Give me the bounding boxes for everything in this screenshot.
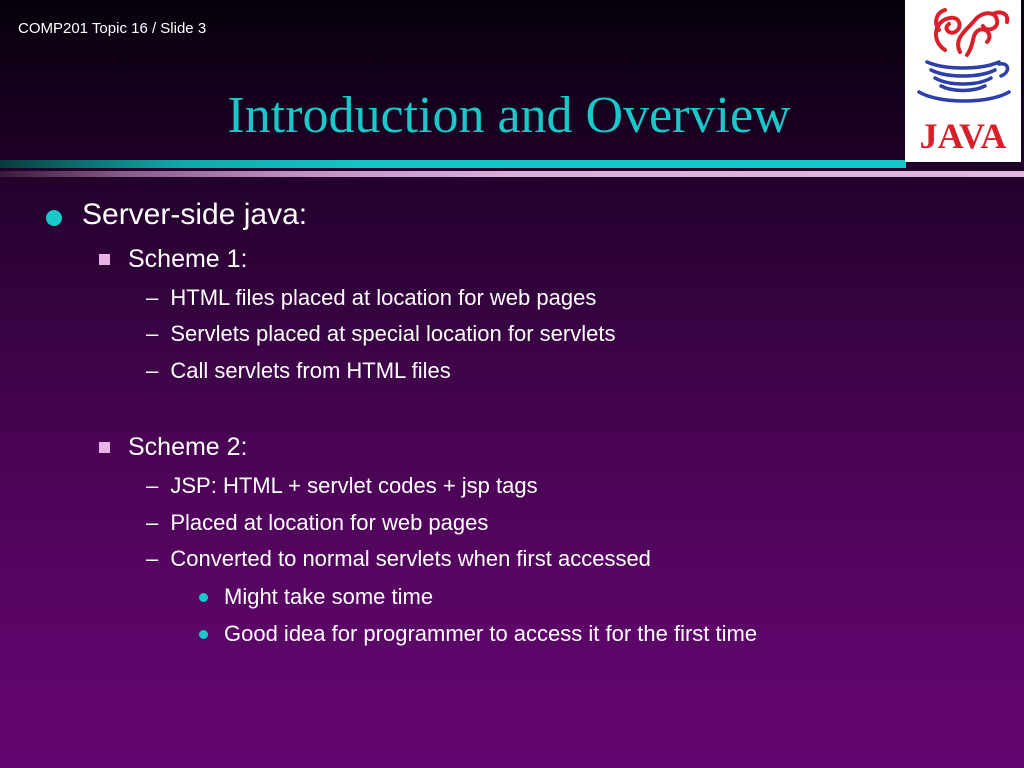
scheme-1-item-1 <box>146 285 596 311</box>
subitem-1: Might take some time <box>224 584 434 609</box>
scheme-1-item-2-text: Servlets placed at special location for servlets <box>170 321 616 346</box>
scheme-2-item-3 <box>146 546 651 572</box>
dash-glyph: – <box>146 321 159 346</box>
bullet-square-icon <box>99 254 110 265</box>
dash-glyph: – <box>146 473 159 498</box>
scheme-1-item-2 <box>146 321 615 347</box>
bullet-small-circle-icon <box>199 630 208 639</box>
scheme-1-item-1-text: HTML files placed at location for web pages <box>170 285 597 310</box>
bullet-server-side-java: Server-side java: <box>82 198 308 231</box>
dash-glyph: – <box>146 546 159 571</box>
bullet-small-circle-icon <box>199 593 208 602</box>
scheme-1-item-3 <box>146 358 451 384</box>
dash-glyph: – <box>146 510 159 535</box>
subitem-2: Good idea for programmer to access it for the first time <box>224 621 758 646</box>
scheme-2-item-1-text: JSP: HTML + servlet codes + jsp tags <box>170 473 538 498</box>
scheme-1-label: Scheme 1: <box>128 245 248 273</box>
dash-glyph: – <box>146 285 159 310</box>
bullet-square-icon <box>99 442 110 453</box>
scheme-1-item-3-text: Call servlets from HTML files <box>170 358 451 383</box>
slide-title: Introduction and Overview <box>227 87 791 144</box>
scheme-2-label: Scheme 2: <box>128 433 248 461</box>
dash-glyph: – <box>146 358 159 383</box>
java-logo-text: JAVA <box>919 116 1007 156</box>
scheme-2-item-2-text: Placed at location for web pages <box>170 510 489 535</box>
scheme-2-item-1 <box>146 473 538 499</box>
scheme-2-item-2 <box>146 510 488 536</box>
scheme-2-item-3-text: Converted to normal servlets when first accessed <box>170 546 651 571</box>
slide-label: COMP201 Topic 16 / Slide 3 <box>18 20 207 37</box>
bullet-circle-icon <box>46 210 62 226</box>
